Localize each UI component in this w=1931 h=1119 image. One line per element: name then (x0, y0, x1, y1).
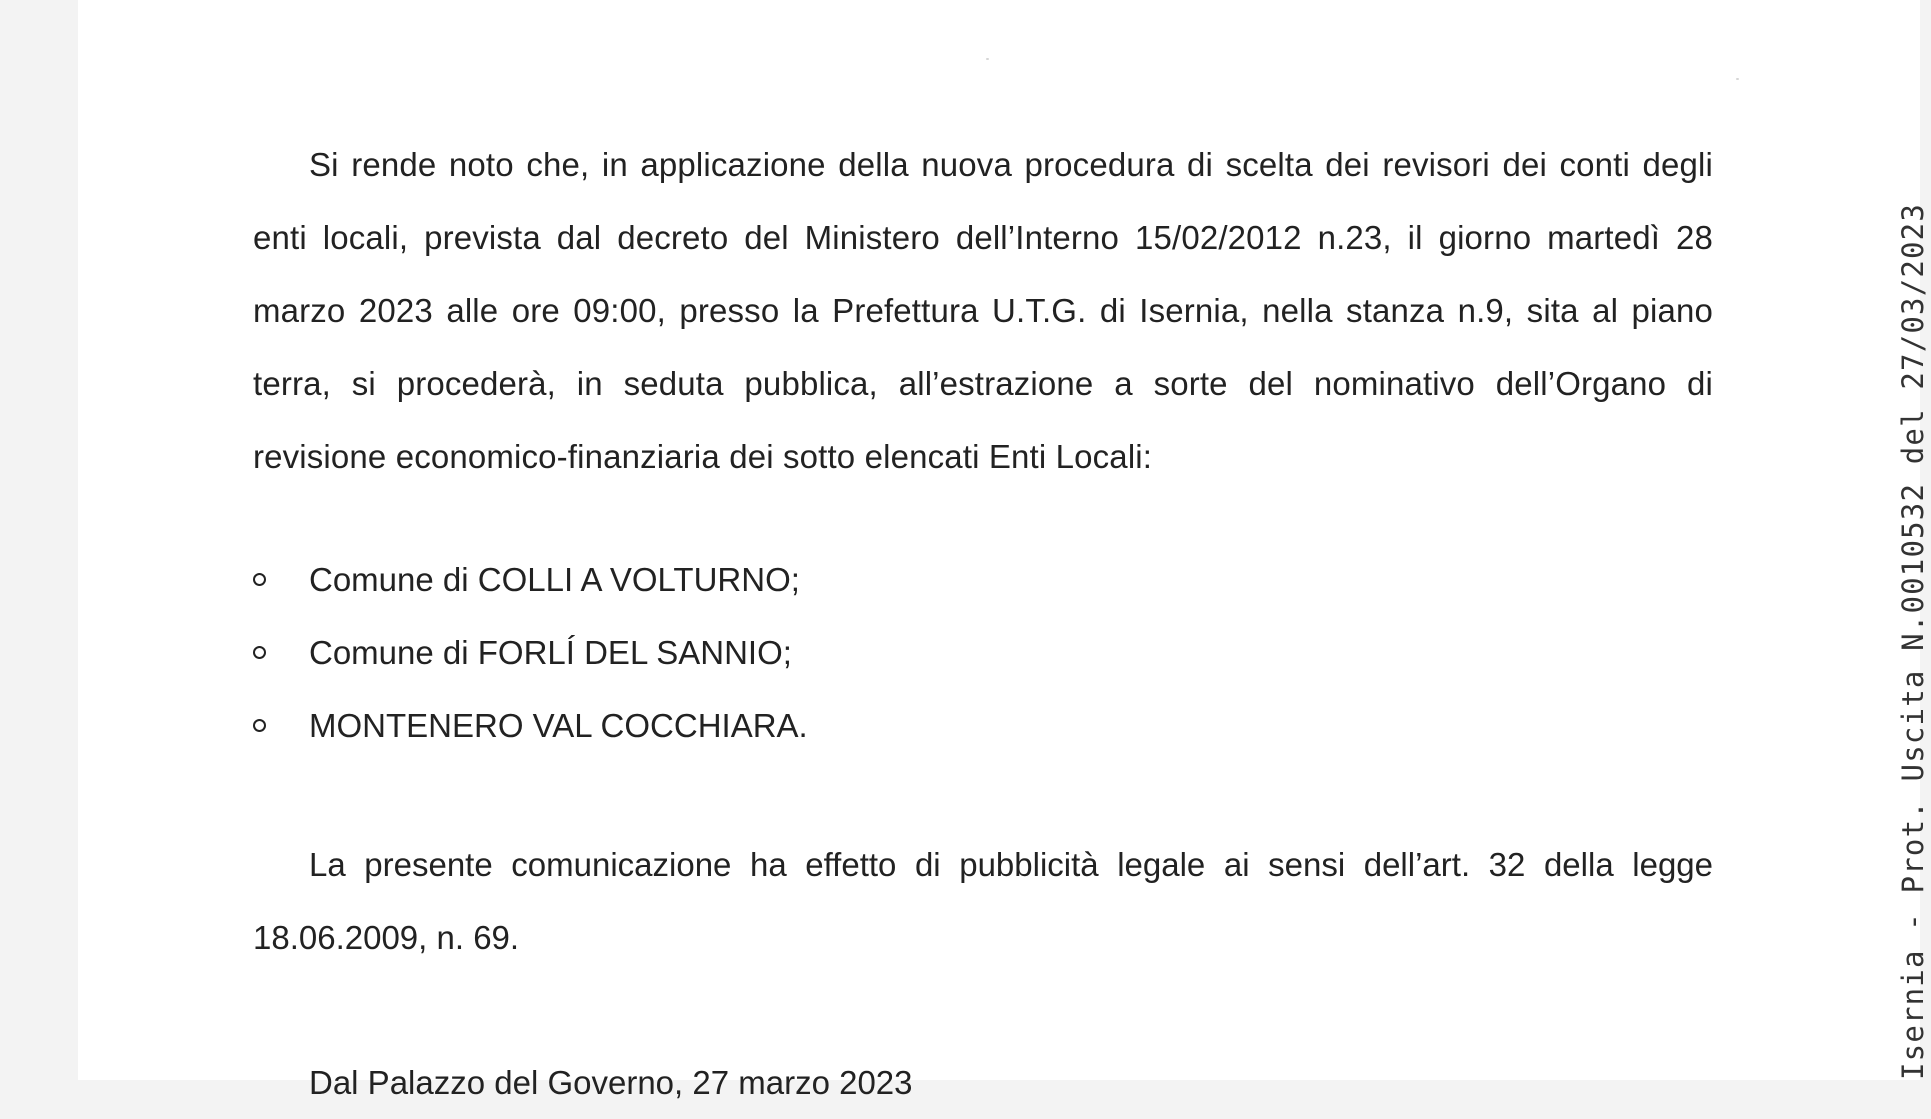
list-item-label: Comune di COLLI A VOLTURNO; (309, 561, 800, 598)
legal-notice-paragraph: La presente comunicazione ha effetto di pubblicità legale ai sensi dell’art. 32 della legge 18.06.2009, n. 69. (253, 846, 1713, 956)
closing-line: Dal Palazzo del Governo, 27 marzo 2023 (309, 1064, 913, 1101)
entity-list (253, 543, 1713, 762)
list-item-label: Comune di FORLÍ DEL SANNIO; (309, 634, 792, 671)
circle-bullet-icon (253, 573, 266, 586)
circle-bullet-icon (253, 719, 266, 732)
list-item (253, 689, 1713, 762)
document-page (78, 0, 1920, 1101)
list-item (253, 616, 1713, 689)
circle-bullet-icon (253, 646, 266, 659)
protocol-stamp: Isernia - Prot. Uscita N.0010532 del 27/03/2023 (1896, 203, 1930, 1080)
announcement-paragraph: Si rende noto che, in applicazione della nuova procedura di scelta dei revisori dei conti degli enti locali, prevista dal decreto del Ministero dell’Interno 15/02/2012 n.23, il giorno martedì 28 marzo 2023 alle ore 09:00, presso la Prefettura U.T.G. di Isernia, nella stanza n.9, sita al piano terra, si procederà, in seduta pubblica, all’estrazione a sorte del nominativo dell’Organo di revisione economico-finanziaria dei sotto elencati Enti Locali: (253, 146, 1713, 475)
scan-speck (986, 58, 989, 60)
list-item (253, 543, 1713, 616)
list-item-label: MONTENERO VAL COCCHIARA. (309, 707, 808, 744)
scan-speck (1736, 78, 1739, 80)
document-body (253, 128, 1713, 1119)
